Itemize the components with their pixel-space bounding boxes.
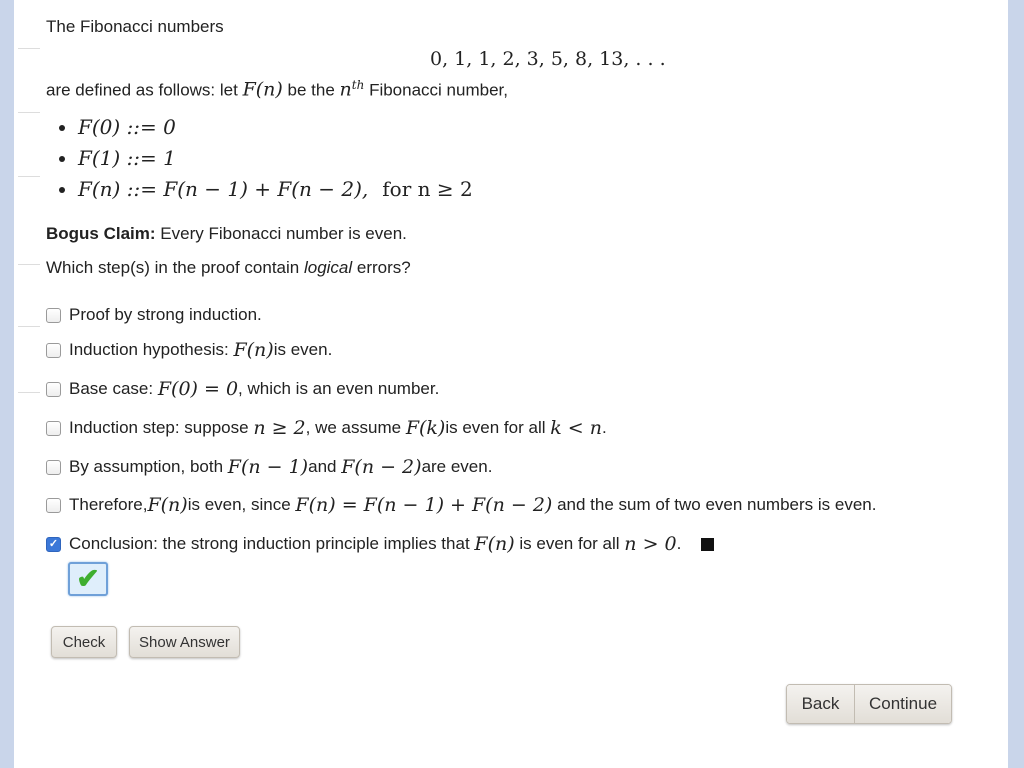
choice-text: and the sum of two even numbers is even. <box>557 495 877 514</box>
choice-induction-step[interactable] <box>46 416 607 440</box>
fibonacci-sequence: 0, 1, 1, 2, 3, 5, 8, 13, . . . <box>430 48 666 70</box>
question-prefix: Which step(s) in the proof contain <box>46 258 304 277</box>
choice-text: Conclusion: the strong induction principle implies that <box>69 534 470 553</box>
choice-math: F(n − 1) <box>227 456 309 478</box>
choice-math: F(n − 2) <box>341 456 422 478</box>
choice-text: , which is an even number. <box>238 379 440 398</box>
definition-text: are defined as follows: let <box>46 80 243 100</box>
gutter-mark <box>18 326 40 327</box>
checkbox[interactable] <box>46 498 61 513</box>
intro-title: The Fibonacci numbers <box>46 17 224 36</box>
definition-item <box>46 143 473 174</box>
show-answer-button[interactable]: Show Answer <box>129 626 240 658</box>
choice-text: Base case: <box>69 379 154 398</box>
back-button[interactable]: Back <box>787 685 854 723</box>
question-emphasis: logical <box>303 258 353 277</box>
question-suffix: errors? <box>352 258 411 277</box>
choice-text: Induction step: suppose <box>69 418 249 437</box>
checkmark-icon: ✔ <box>76 563 100 594</box>
definition-formula: F(1) ::= 1 <box>78 146 176 170</box>
choice-math: F(0) = 0 <box>157 378 239 400</box>
choice-conclusion[interactable] <box>46 532 714 556</box>
choice-text: is even. <box>273 340 333 359</box>
checkbox[interactable] <box>46 343 61 358</box>
choice-text: is even, since <box>187 495 291 514</box>
checkbox[interactable] <box>46 421 61 436</box>
qed-square-icon <box>701 538 714 551</box>
choice-math: F(k) <box>405 417 446 439</box>
definition-item <box>46 174 473 205</box>
choice-strong-induction[interactable] <box>46 303 262 327</box>
choice-math: F(n) <box>474 533 515 555</box>
checkbox[interactable] <box>46 460 61 475</box>
choice-math: n ≥ 2 <box>253 417 306 439</box>
choice-math: F(n) <box>147 494 188 516</box>
choice-text: . <box>602 418 607 437</box>
choice-text: are even. <box>421 457 493 476</box>
choice-text: By assumption, both <box>69 457 224 476</box>
definition-formula: F(n) ::= F(n − 1) + F(n − 2), <box>78 177 369 201</box>
continue-button[interactable]: Continue <box>854 685 951 723</box>
gutter-mark <box>18 264 40 265</box>
check-button[interactable]: Check <box>51 626 117 658</box>
definition-formula: F(0) ::= 0 <box>78 115 176 139</box>
choice-text: Therefore, <box>69 495 148 514</box>
math-fn: F(n) <box>242 78 283 101</box>
definition-list <box>46 112 473 205</box>
choice-therefore[interactable] <box>46 493 876 517</box>
question-text <box>46 258 411 278</box>
choice-text: and <box>308 457 337 476</box>
correct-feedback <box>68 562 108 596</box>
definition-item <box>46 112 473 143</box>
gutter-mark <box>18 392 40 393</box>
choice-math: F(n) <box>233 339 274 361</box>
definition-condition: for n ≥ 2 <box>382 177 473 201</box>
definition-text: Fibonacci number, <box>364 80 508 100</box>
choice-text: is even for all <box>519 534 620 553</box>
choice-text: is even for all <box>445 418 546 437</box>
choice-induction-hypothesis[interactable] <box>46 338 332 362</box>
claim-text: Every Fibonacci number is even. <box>155 224 407 243</box>
choice-base-case[interactable] <box>46 377 439 401</box>
definition-intro <box>46 78 508 101</box>
choice-math: F(n) = F(n − 1) + F(n − 2) <box>295 494 553 516</box>
checkbox[interactable] <box>46 382 61 397</box>
gutter-mark <box>18 112 40 113</box>
definition-text: be the <box>282 80 340 100</box>
choice-math: n > 0 <box>624 533 677 555</box>
claim-label: Bogus Claim: <box>46 224 156 243</box>
math-th: th <box>351 78 365 92</box>
choice-text: . <box>676 534 682 553</box>
bogus-claim <box>46 224 407 244</box>
math-n: n <box>339 78 352 101</box>
choice-text: Proof by strong induction. <box>69 305 262 324</box>
page <box>14 0 1008 768</box>
checkbox[interactable] <box>46 308 61 323</box>
gutter-mark <box>18 48 40 49</box>
checkbox-checked[interactable] <box>46 537 61 552</box>
navigation-buttons <box>786 684 952 724</box>
gutter-mark <box>18 176 40 177</box>
choice-by-assumption[interactable] <box>46 455 492 479</box>
choice-text: , we assume <box>305 418 402 437</box>
choice-math: k < n <box>550 417 602 439</box>
choice-text: Induction hypothesis: <box>69 340 229 359</box>
